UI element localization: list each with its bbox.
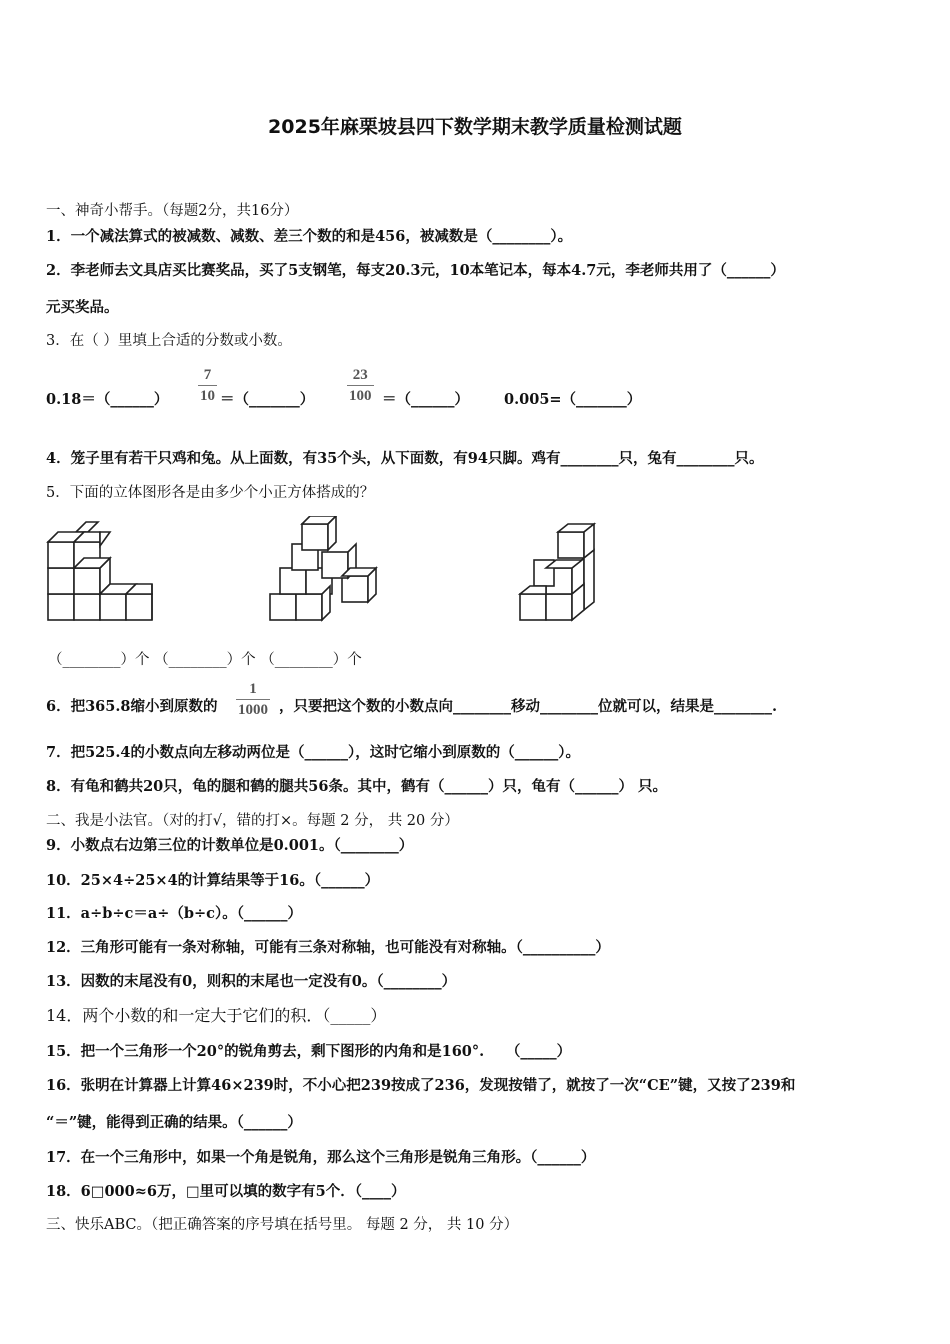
- section-1-heading: 一、神奇小帮手。（每题2分，共16分）: [46, 203, 299, 219]
- q6-prefix: 6．把365.8缩小到原数的: [46, 698, 218, 715]
- q3-item-a: 0.18＝（______）: [46, 391, 169, 408]
- question-5-answers: （________）个 （________）个 （________）个: [48, 652, 362, 668]
- section-3-heading: 三、快乐ABC。（把正确答案的序号填在括号里。 每题 2 分， 共 10 分）: [46, 1217, 519, 1233]
- frac1-numerator: 7: [203, 367, 212, 383]
- q3-item-c: ＝（______）: [382, 391, 469, 408]
- question-8: 8．有龟和鹤共20只，龟的腿和鹤的腿共56条。其中，鹤有（______）只，龟有（______） 只。: [46, 778, 667, 795]
- question-1: 1．一个减法算式的被减数、减数、差三个数的和是456，被减数是（________）。: [46, 228, 573, 245]
- question-17: 17．在一个三角形中，如果一个角是锐角，那么这个三角形是锐角三角形。（______）: [46, 1149, 596, 1166]
- question-16-line-2: “＝”键，能得到正确的结果。（______）: [46, 1114, 302, 1131]
- question-15: 15．把一个三角形一个20°的锐角剪去，剩下图形的内角和是160°. （_____）: [46, 1043, 572, 1060]
- frac2-numerator: 23: [352, 367, 368, 383]
- cube-figure-1: [46, 518, 156, 624]
- question-16-line-1: 16．张明在计算器上计算46×239时，不小心把239按成了236，发现按错了，就按了一次“CE”键，又按了239和: [46, 1077, 796, 1094]
- question-2-line-1: 2．李老师去文具店买比赛奖品，买了5支钢笔，每支20.3元，10本笔记本，每本4.7元，李老师共用了（______）: [46, 262, 785, 279]
- question-4: 4．笼子里有若干只鸡和兔。从上面数，有35个头，从下面数，有94只脚。鸡有________只，兔有________只。: [46, 450, 764, 467]
- q6-suffix: ，只要把这个数的小数点向________移动________位就可以，结果是________.: [279, 698, 778, 715]
- cube-figure-2: [268, 516, 388, 624]
- question-9: 9．小数点右边第三位的计数单位是0.001。（________）: [46, 837, 414, 854]
- question-18: 18．6□000≈6万，□里可以填的数字有5个．（____）: [46, 1183, 406, 1200]
- question-11: 11．a÷b÷c＝a÷（b÷c）。（______）: [46, 905, 303, 922]
- question-3: 3．在（ ）里填上合适的分数或小数。: [46, 333, 292, 349]
- question-5: 5．下面的立体图形各是由多少个小正方体搭成的？: [46, 485, 375, 501]
- q3-fraction-2: [347, 366, 374, 405]
- question-7: 7．把525.4的小数点向左移动两位是（______），这时它缩小到原数的（______）。: [46, 744, 580, 761]
- question-2-line-2: 元买奖品。: [46, 299, 119, 316]
- q6-denominator: 1000: [238, 702, 268, 718]
- q3-item-b: ＝（_______）: [220, 391, 315, 408]
- question-13: 13．因数的末尾没有0，则积的末尾也一定没有0。（________）: [46, 973, 457, 990]
- question-10: 10．25×4÷25×4的计算结果等于16。（______）: [46, 872, 380, 889]
- section-2-heading: 二、我是小法官。（对的打√，错的打×。每题 2 分， 共 20 分）: [46, 813, 459, 829]
- q6-numerator: 1: [249, 681, 257, 697]
- q3-fraction-1: [198, 366, 217, 405]
- page-title: 2025年麻栗坡县四下数学期末教学质量检测试题: [268, 116, 682, 138]
- frac2-denominator: 100: [349, 388, 372, 404]
- question-12: 12．三角形可能有一条对称轴，可能有三条对称轴，也可能没有对称轴。（__________）: [46, 939, 610, 956]
- q3-item-d: 0.005=（_______）: [504, 391, 642, 408]
- question-14: 14．两个小数的和一定大于它们的积．（_____）: [46, 1006, 387, 1025]
- frac1-denominator: 10: [200, 388, 215, 404]
- cube-figure-3: [518, 522, 602, 624]
- q6-fraction: [236, 680, 270, 719]
